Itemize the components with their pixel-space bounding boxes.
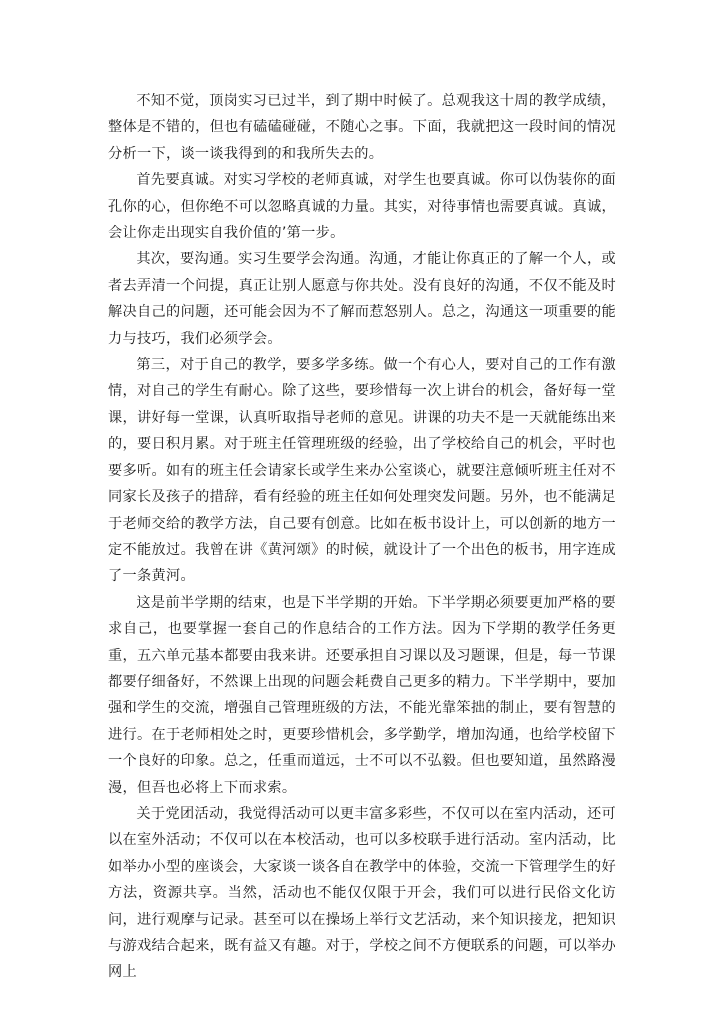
paragraph-communication: 其次，要沟通。实习生要学会沟通。沟通，才能让你真正的了解一个人，或者去弄清一个问提，真正让别人愿意与你共处。没有良好的沟通，不仅不能及时解决自己的问题，还可能会因为不了解而惹怒别人。总之，沟通这一项重要的能力与技巧，我们必须学会。	[108, 251, 616, 347]
document-page	[108, 88, 616, 981]
paragraph-second-half-plan: 这是前半学期的结束，也是下半学期的开始。下半学期必须要更加严格的要求自己，也要掌握一套自己的作息结合的工作方法。因为下学期的教学任务更重，五六单元基本都要由我来讲。还要承担自习课以及习题课，但是，每一节课都要仔细备好，不然课上出现的问题会耗费自己更多的精力。下半学期中，要加强和学生的交流，增强自己管理班级的方法，不能光靠笨拙的制止，要有智慧的进行。在于老师相处之时，更要珍惜机会，多学勤学，增加沟通，也给学校留下一个良好的印象。总之，任重而道远，士不可以不弘毅。但也要知道，虽然路漫漫，但吾也必将上下而求索。	[108, 594, 616, 796]
paragraph-teaching-practice: 第三，对于自己的教学，要多学多练。做一个有心人，要对自己的工作有激情，对自己的学生有耐心。除了这些，要珍惜每一次上讲台的机会，备好每一堂课，讲好每一堂课，认真听取指导老师的意见。讲课的功夫不是一天就能练出来的，要日积月累。对于班主任管理班级的经验，出了学校给自己的机会，平时也要多听。如有的班主任会请家长或学生来办公室谈心，就要注意倾听班主任对不同家长及孩子的措辞，看有经验的班主任如何处理突发问题。另外，也不能满足于老师交给的教学方法，自己要有创意。比如在板书设计上，可以创新的地方一定不能放过。我曾在讲《黄河颂》的时候，就设计了一个出色的板书，用字连成了一条黄河。	[108, 357, 616, 585]
paragraph-sincerity: 首先要真诚。对实习学校的老师真诚，对学生也要真诚。你可以伪装你的面孔你的心，但你绝不可以忽略真诚的力量。其实，对待事情也需要真诚。真诚，会让你走出现实自我价值的’第一步。	[108, 172, 616, 242]
paragraph-intro: 不知不觉，顶岗实习已过半，到了期中时候了。总观我这十周的教学成绩，整体是不错的，但也有磕磕碰碰，不随心之事。下面，我就把这一段时间的情况分析一下，谈一谈我得到的和我所失去的。	[108, 93, 616, 162]
paragraph-party-activities: 关于党团活动，我觉得活动可以更丰富多彩些，不仅可以在室内活动，还可以在室外活动；不仅可以在本校活动，也可以多校联手进行活动。室内活动，比如举办小型的座谈会，大家谈一谈各自在教学中的体验，交流一下管理学生的好方法，资源共享。当然，活动也不能仅仅限于开会，我们可以进行民俗文化访问，进行观摩与记录。甚至可以在操场上举行文艺活动，来个知识接龙，把知识与游戏结合起来，既有益又有趣。对于，学校之间不方便联系的问题，可以举办网上	[108, 805, 616, 981]
